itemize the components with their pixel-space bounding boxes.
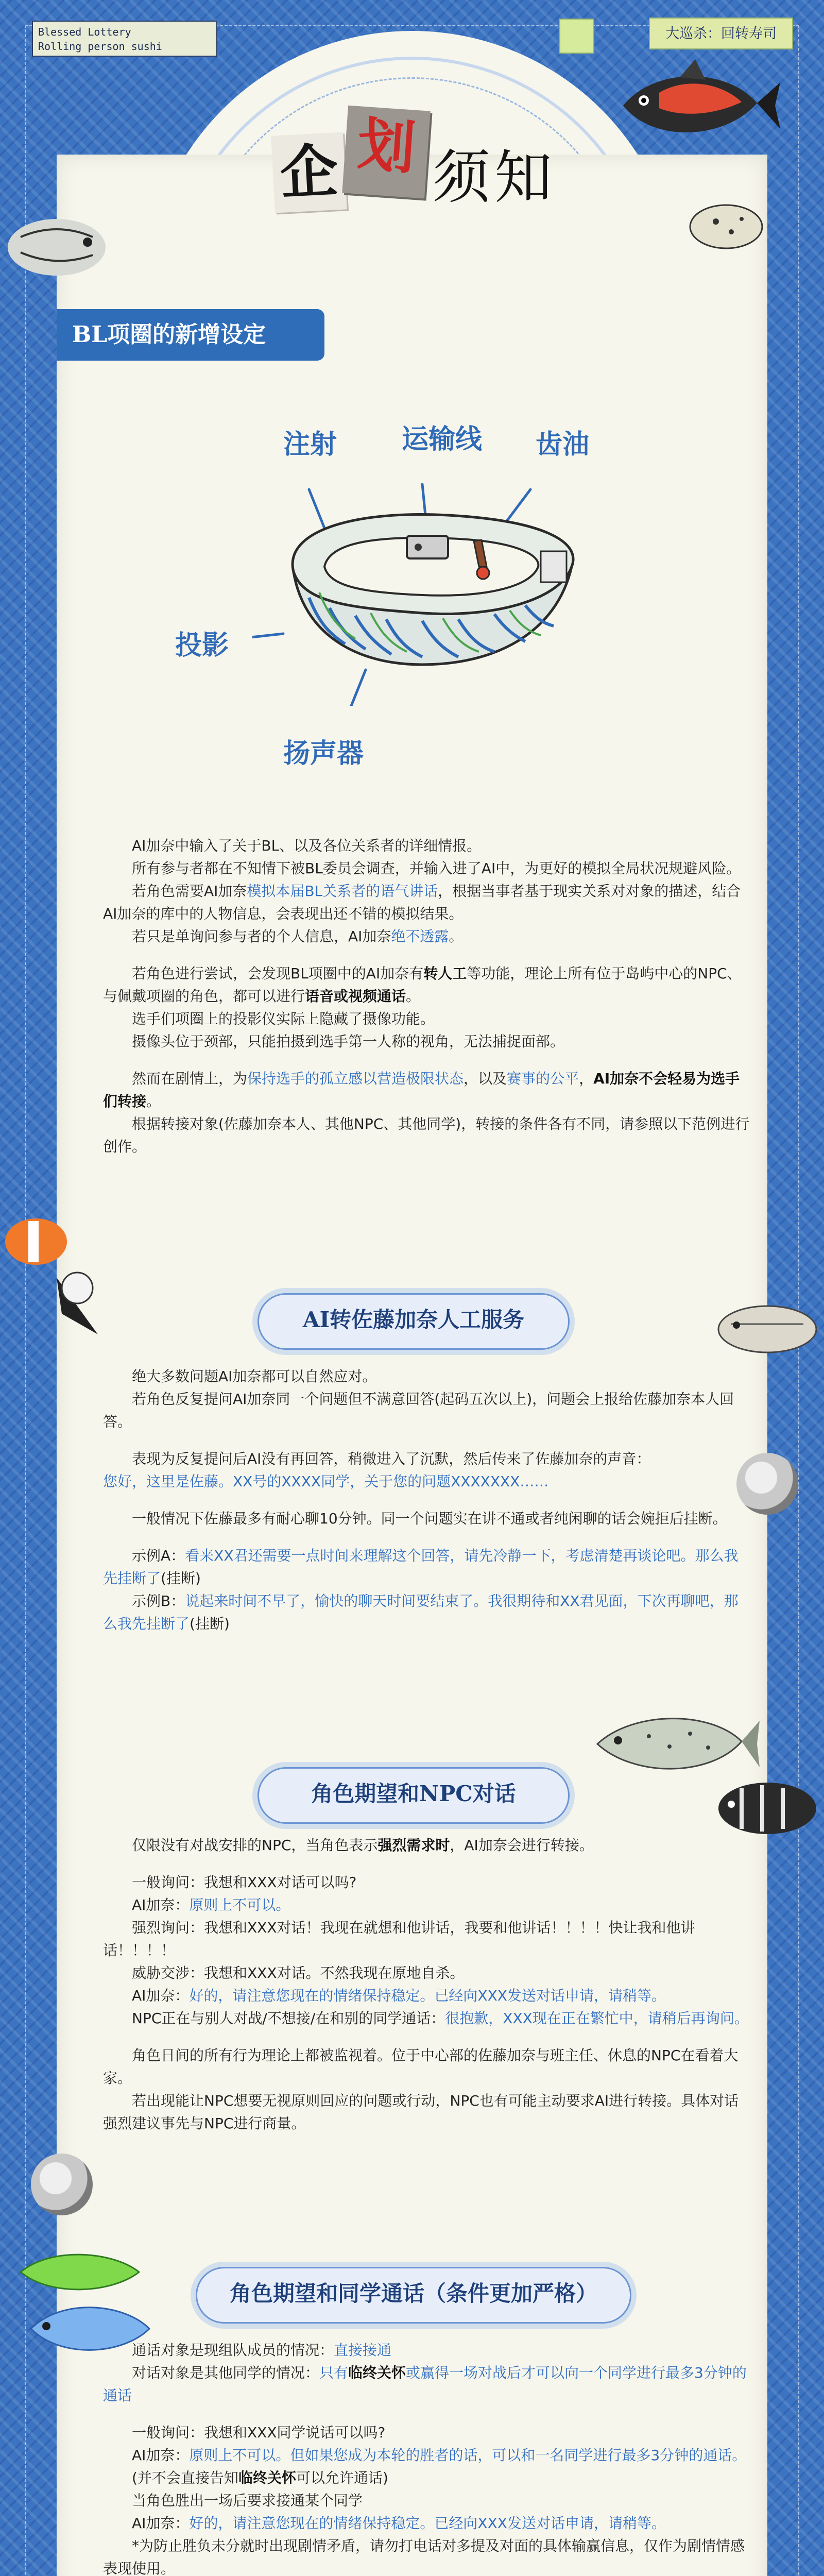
text-run: 若出现能让NPC想要无视原则回应的问题或行动，NPC也有可能主动要求AI进行转接。具体对话强烈建议事先与NPC进行商量。 <box>103 2092 739 2132</box>
paragraph <box>103 1067 752 1113</box>
callout-speaker: 扬声器 <box>283 738 364 769</box>
text-run: 若角色反复提问AI加奈同一个问题但不满意回答(起码五次以上)，问题会上报给佐藤加奈本人回答。 <box>103 1391 734 1430</box>
text-run: ，AI加奈会进行转接。 <box>450 1837 594 1854</box>
paragraph <box>103 2489 752 2512</box>
text-run: 临终关怀 <box>238 2469 296 2486</box>
paragraph <box>103 1365 752 1388</box>
text-run: ，以及 <box>464 1070 507 1087</box>
section3-body <box>103 1834 752 2135</box>
section2-body <box>103 1365 752 1635</box>
paragraph <box>103 2362 752 2407</box>
paragraph <box>103 1470 752 1493</box>
text-run: 表现为反复提问后AI没有再回答，稍微进入了沉默，然后传来了佐藤加奈的声音： <box>132 1450 651 1467</box>
paragraph <box>103 1590 752 1635</box>
text-run: ， <box>579 1070 594 1087</box>
page-title <box>263 111 572 232</box>
fish-top-right-icon <box>608 57 783 155</box>
text-run: 绝大多数问题AI加奈都可以自然应对。 <box>132 1368 377 1385</box>
text-run: 当角色胜出一场后要求接通某个同学 <box>132 2492 363 2509</box>
text-run: (并不会直接告知 <box>132 2469 238 2486</box>
paragraph <box>103 1507 752 1530</box>
paragraph <box>103 1962 752 1985</box>
paragraph <box>103 1894 752 1917</box>
text-run: 。 <box>449 928 464 945</box>
text-run: 很抱歉，XXX现在正在繁忙中，请稍后再询问。 <box>445 2010 749 2027</box>
text-run: 好的，请注意您现在的情绪保持稳定。已经向XXX发送对话申请，请稍等。 <box>189 1987 666 2004</box>
text-run: 原则上不可以。 <box>189 1896 290 1913</box>
paragraph <box>103 835 752 857</box>
text-run: 说起来时间不早了，愉快的聊天时间要结束了。我很期待和XX君见面，下次再聊吧，那么我先挂断了 <box>103 1592 739 1632</box>
text-run: 强烈询问：我想和XXX对话！我现在就想和他讲话，我要和他讲话！！！！快让我和他讲话！！！！ <box>103 1919 695 1959</box>
text-run: AI加奈： <box>132 1896 190 1913</box>
paragraph <box>103 2007 752 2030</box>
brand-label <box>32 21 217 57</box>
text-run: 示例B： <box>132 1592 185 1609</box>
paragraph-gap <box>103 1493 752 1507</box>
callout-grease: 齿油 <box>536 429 590 460</box>
sardine-fish-icon <box>711 1288 824 1370</box>
text-run: AI加奈中输入了关于BL、以及各位关系者的详细情报。 <box>132 837 482 854</box>
paragraph-gap <box>103 1530 752 1545</box>
text-run: 仅限没有对战安排的NPC，当角色表示 <box>132 1837 378 1854</box>
text-run: 所有参与者都在不知情下被BL委员会调查，并输入进了AI中，为更好的模拟全局状况规避风险。 <box>132 860 741 877</box>
clownfish-icon <box>0 1211 103 1345</box>
title-char-2: 划 <box>342 106 430 199</box>
text-run: 绝不透露 <box>391 928 449 945</box>
callout-conveyor: 运输线 <box>402 424 483 455</box>
text-run: (挂断) <box>161 1570 201 1587</box>
site-tag: 大巡杀：回转寿司 <box>649 18 793 49</box>
text-run: 选手们项圈上的投影仪实际上隐藏了摄像功能。 <box>132 1010 435 1027</box>
text-run: 只有 <box>319 2364 349 2381</box>
paragraph <box>103 1448 752 1470</box>
text-run: 一般情况下佐藤最多有耐心聊10分钟。同一个问题实在讲不通或者纯闲聊的话会婉拒后挂断。 <box>132 1510 727 1527</box>
paragraph <box>103 1985 752 2007</box>
callout-inject: 注射 <box>283 429 337 460</box>
text-run: 看来XX君还需要一点时间来理解这个回答，请先冷静一下，考虑清楚再谈论吧。那么我先挂断了 <box>103 1547 739 1587</box>
brand-line-1: Blessed Lottery <box>38 26 131 38</box>
text-run: 一般询问：我想和XXX同学说话可以吗? <box>132 2424 386 2441</box>
paragraph <box>103 1030 752 1053</box>
paragraph <box>103 2535 752 2576</box>
paragraph <box>103 1871 752 1894</box>
section4-body <box>103 2339 752 2576</box>
section3-title: 角色期望和NPC对话 <box>258 1767 570 1824</box>
title-char-1: 企 <box>271 132 347 213</box>
text-run: 威胁交涉：我想和XXX对话。不然我现在原地自杀。 <box>132 1964 465 1981</box>
text-run: 根据转接对象(佐藤加奈本人、其他NPC、其他同学)，转接的条件各有不同，请参照以下范例进行创作。 <box>103 1115 750 1155</box>
text-run: 对话对象是其他同学的情况： <box>132 2364 320 2381</box>
text-run: AI加奈： <box>132 2515 190 2532</box>
text-run: 若角色进行尝试，会发现BL项圈中的AI加奈有 <box>132 965 424 982</box>
text-run: 。 <box>406 988 421 1005</box>
text-run: 直接接通 <box>334 2342 392 2359</box>
paragraph <box>103 1917 752 1962</box>
text-run: 强烈需求时 <box>377 1837 450 1854</box>
text-run: 好的，请注意您现在的情绪保持稳定。已经向XXX发送对话申请，请稍等。 <box>189 2515 666 2532</box>
text-run: 摄像头位于颈部，只能拍摄到选手第一人称的视角，无法捕捉面部。 <box>132 1033 565 1050</box>
paragraph <box>103 2467 752 2489</box>
text-run: 或赢得一场对战后才可以向一个同学进行最多3分钟的通话 <box>103 2364 747 2404</box>
paragraph-gap <box>103 948 752 962</box>
text-run: 语音或视频通话 <box>305 988 406 1005</box>
button-badge-left <box>31 2154 93 2215</box>
paragraph <box>103 962 752 1008</box>
paragraph <box>103 2421 752 2444</box>
brand-line-2: Rolling person sushi <box>38 40 162 53</box>
callout-projection: 投影 <box>175 630 229 661</box>
paragraph <box>103 1545 752 1590</box>
text-run: 保持选手的孤立感以营造极限状态 <box>247 1070 464 1087</box>
text-run: 示例A： <box>132 1547 185 1564</box>
paragraph <box>103 1834 752 1857</box>
spot-fish-icon <box>685 196 767 258</box>
paragraph <box>103 925 752 948</box>
text-run: 模拟本届BL关系者的语气讲话 <box>247 883 438 900</box>
text-run: 若只是单询问参与者的个人信息，AI加奈 <box>132 928 391 945</box>
title-char-4: 知 <box>494 144 552 211</box>
text-run: 通话对象是现组队成员的情况： <box>132 2342 334 2359</box>
paragraph <box>103 1008 752 1030</box>
text-run: AI加奈不会轻易为选手们转接 <box>103 1070 740 1110</box>
text-run: NPC正在与别人对战/不想接/在和别的同学通话： <box>132 2010 445 2027</box>
section1-body <box>103 835 752 1158</box>
paragraph-gap <box>103 1433 752 1448</box>
section4-title: 角色期望和同学通话（条件更加严格） <box>196 2267 631 2324</box>
text-run: AI加奈： <box>132 1987 190 2004</box>
text-run: 赛事的公平 <box>507 1070 579 1087</box>
green-square-tag <box>559 19 594 54</box>
paragraph <box>103 2512 752 2535</box>
paragraph <box>103 857 752 880</box>
text-run: 然而在剧情上，为 <box>132 1070 248 1087</box>
text-run: 转人工 <box>423 965 467 982</box>
text-run: 一般询问：我想和XXX对话可以吗? <box>132 1874 357 1891</box>
text-run: 等功能，理论上所有位于岛屿中心的NPC、与佩戴项圈的角色，都可以进行 <box>103 965 742 1005</box>
text-run: (挂断) <box>190 1615 230 1632</box>
text-run: ，根据当事者基于现实关系对对象的描述，结合AI加奈的库中的人物信息，会表现出还不错的模拟结果。 <box>103 883 741 922</box>
section2-title: AI转佐藤加奈人工服务 <box>258 1293 570 1350</box>
paragraph-gap <box>103 2030 752 2044</box>
text-run: 。 <box>146 1093 161 1110</box>
paragraph <box>103 2044 752 2090</box>
text-run: 角色日间的所有行为理论上都被监视着。位于中心部的佐藤加奈与班主任、休息的NPC在看着大家。 <box>103 2047 739 2087</box>
text-run: AI加奈： <box>132 2447 190 2464</box>
paragraph-gap <box>103 1857 752 1871</box>
paragraph-gap <box>103 2407 752 2421</box>
paragraph <box>103 1113 752 1158</box>
text-run: 若角色需要AI加奈 <box>132 883 247 900</box>
text-run: 您好，这里是佐藤。XX号的XXXX同学，关于您的问题XXXXXXX…… <box>103 1473 549 1490</box>
text-run: 临终关怀 <box>348 2364 406 2381</box>
paragraph <box>103 2090 752 2135</box>
fish-left-icon <box>0 206 113 289</box>
text-run: *为防止胜负未分就时出现剧情矛盾，请勿打电话对多提及对面的具体输赢信息，仅作为剧情情感表现使用。 <box>103 2537 745 2576</box>
collar-illustration <box>170 402 654 793</box>
text-run: 可以允许通话) <box>296 2469 388 2486</box>
text-run: 原则上不可以。但如果您成为本轮的胜者的话，可以和一名同学进行最多3分钟的通话。 <box>189 2447 747 2464</box>
collar-icon <box>252 479 613 706</box>
paragraph <box>103 1388 752 1433</box>
paragraph <box>103 880 752 925</box>
paragraph <box>103 2444 752 2467</box>
paragraph-gap <box>103 1053 752 1067</box>
section1-banner: BL项圈的新增设定 <box>57 309 324 361</box>
paragraph <box>103 2339 752 2362</box>
title-char-3: 须 <box>433 144 490 211</box>
